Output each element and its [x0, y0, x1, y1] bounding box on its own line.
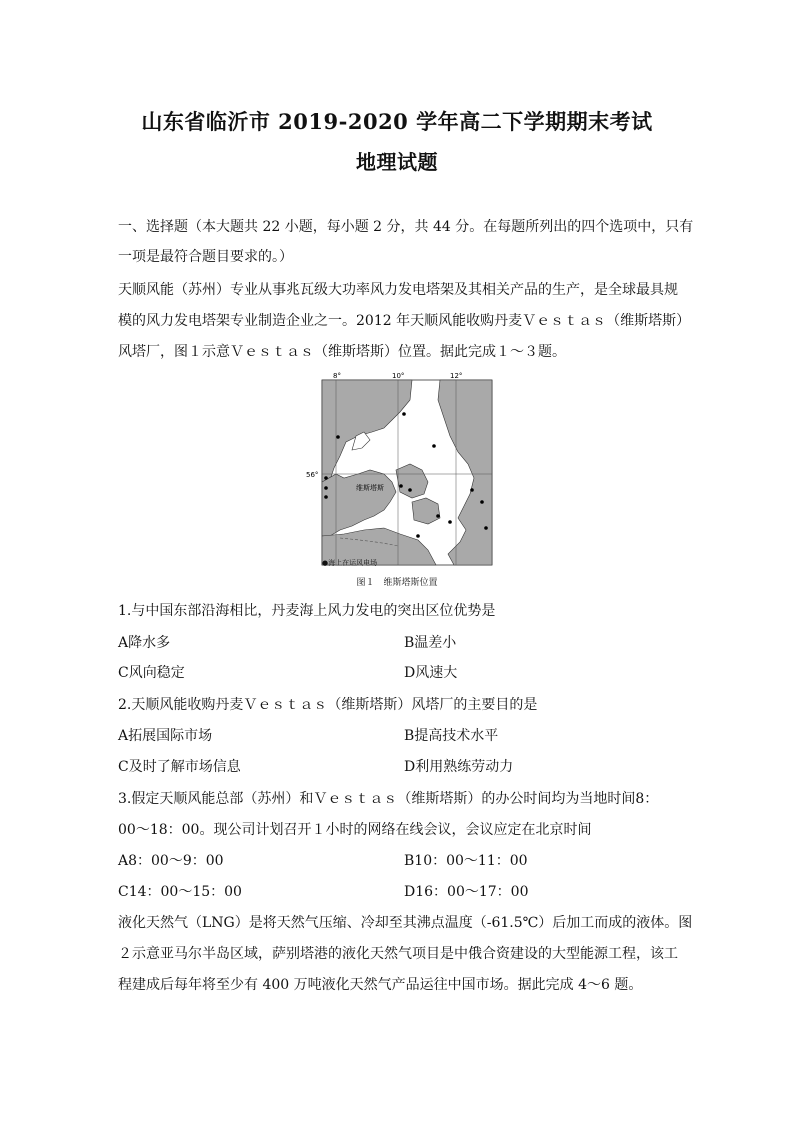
- wind-farm-dot: [480, 500, 484, 504]
- wind-farm-dot: [448, 520, 452, 524]
- intro2-line-3: 程建成后每年将至少有 400 万吨液化天然气产品运往中国市场。据此完成 4～6 题。: [118, 977, 643, 993]
- q3-stem-line-2: 00～18：00。现公司计划召开１小时的网络在线会议，会议应定在北京时间: [118, 822, 592, 838]
- q3-stem-line-1: 3.假定天顺风能总部（苏州）和Ｖｅｓｔａｓ（维斯塔斯）的办公时间均为当地时间8：: [118, 791, 659, 807]
- q1-option-c: C风向稳定: [118, 665, 185, 681]
- intro1-line-1: 天顺风能（苏州）专业从事兆瓦级大功率风力发电塔架及其相关产品的生产，是全球最具规: [118, 282, 678, 298]
- q1-option-b: B温差小: [404, 635, 457, 651]
- wind-farm-dot: [399, 484, 403, 488]
- wind-farm-dot: [432, 444, 436, 448]
- vestas-location-map: [300, 370, 500, 570]
- q2-option-d: D利用熟练劳动力: [404, 759, 514, 775]
- wind-farm-dot: [336, 435, 340, 439]
- section-heading-line-2: 一项是最符合题目要求的。）: [118, 249, 293, 265]
- intro2-line-2: ２示意亚马尔半岛区域，萨别塔港的液化天然气项目是中俄合资建设的大型能源工程，该工: [118, 946, 678, 962]
- wind-farm-dot: [470, 488, 474, 492]
- figure-caption: 图１ 维斯塔斯位置: [356, 578, 438, 588]
- lon-label-8: 8°: [333, 372, 341, 380]
- map-legend: ●海上在运风电场: [322, 559, 378, 567]
- intro2-line-1: 液化天然气（LNG）是将天然气压缩、冷却至其沸点温度（-61.5℃）后加工而成的液体。图: [118, 915, 693, 931]
- q1-stem: 1.与中国东部沿海相比，丹麦海上风力发电的突出区位优势是: [118, 603, 496, 619]
- wind-farm-dot: [436, 514, 440, 518]
- wind-farm-dot: [416, 534, 420, 538]
- q3-option-a: A8：00～9：00: [118, 853, 224, 869]
- q3-option-c: C14：00～15：00: [118, 884, 242, 900]
- document-title: 山东省临沂市 2019-2020 学年高二下学期期末考试: [141, 109, 653, 134]
- q2-option-c: C及时了解市场信息: [118, 759, 241, 775]
- intro1-line-2: 模的风力发电塔架专业制造企业之一。2012 年天顺风能收购丹麦Ｖｅｓｔａｓ（维斯塔斯）: [118, 313, 691, 329]
- lon-label-12: 12°: [450, 372, 463, 380]
- wind-farm-dot: [324, 486, 328, 490]
- wind-farm-dot: [484, 526, 488, 530]
- lon-label-10: 10°: [392, 372, 405, 380]
- intro1-line-3: 风塔厂，图１示意Ｖｅｓｔａｓ（维斯塔斯）位置。据此完成１～３题。: [118, 344, 566, 360]
- q3-option-d: D16：00～17：00: [404, 884, 529, 900]
- q1-option-d: D风速大: [404, 665, 458, 681]
- wind-farm-dot: [408, 488, 412, 492]
- place-label-vestas: 维斯塔斯: [356, 484, 384, 492]
- section-heading-line-1: 一、选择题（本大题共 22 小题，每小题 2 分，共 44 分。在每题所列出的四个选项中，只有: [118, 219, 694, 235]
- q2-option-b: B提高技术水平: [404, 728, 499, 744]
- document-subtitle: 地理试题: [356, 150, 438, 174]
- wind-farm-dot: [324, 476, 328, 480]
- wind-farm-dot: [324, 495, 328, 499]
- q1-option-a: A降水多: [118, 635, 171, 651]
- wind-farm-dot: [402, 412, 406, 416]
- q3-option-b: B10：00～11：00: [404, 853, 528, 869]
- q2-option-a: A拓展国际市场: [118, 728, 213, 744]
- lat-label-56: 56°: [306, 471, 319, 479]
- q2-stem: 2.天顺风能收购丹麦Ｖｅｓｔａｓ（维斯塔斯）风塔厂的主要目的是: [118, 697, 538, 713]
